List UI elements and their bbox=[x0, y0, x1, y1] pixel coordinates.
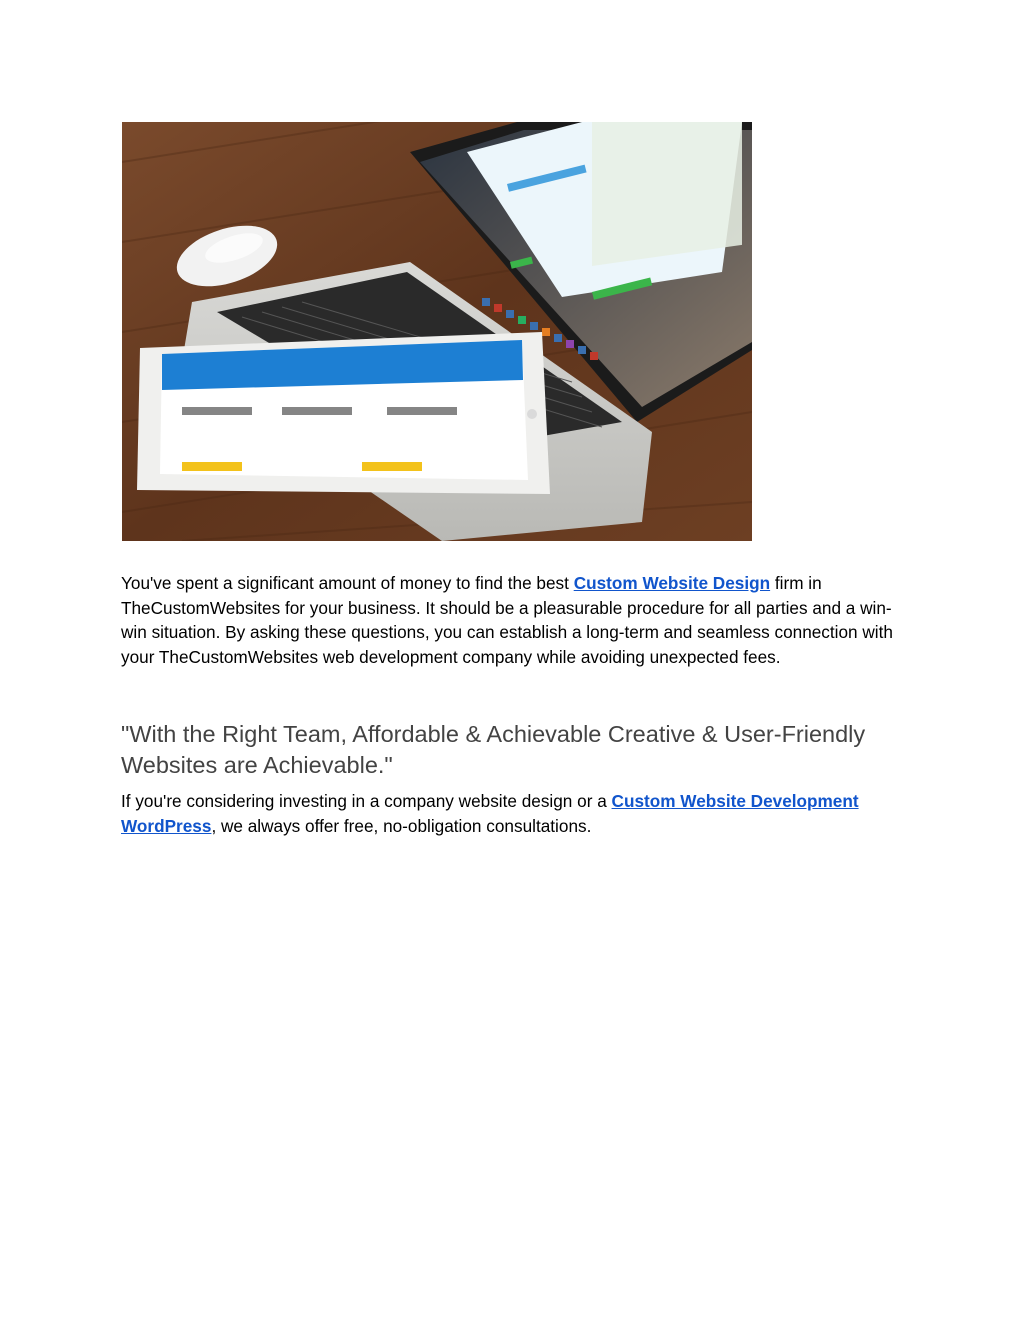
section-heading: "With the Right Team, Affordable & Achievable Creative & User-Friendly Websites are Achievable." bbox=[121, 721, 866, 778]
paragraph-text: firm in TheCustomWebsites for your business. It should be a pleasurable procedure for all parties and a win-win situation. By asking these questions, you can establish a long-term and seamless connection with your TheCustomWebsites web development company while avoiding unexpected fees. bbox=[121, 573, 893, 667]
paragraph-text: , we always offer free, no-obligation consultations. bbox=[211, 815, 592, 836]
consultation-paragraph bbox=[121, 789, 901, 838]
intro-paragraph bbox=[121, 571, 901, 669]
paragraph-text: If you're considering investing in a company website design or a bbox=[121, 791, 612, 811]
custom-website-design-link[interactable]: Custom Website Design bbox=[573, 573, 771, 593]
custom-website-development-wordpress-link[interactable]: Custom Website Development WordPress bbox=[121, 791, 859, 836]
paragraph-text: You've spent a significant amount of money to find the best bbox=[121, 573, 574, 593]
hero-photo bbox=[122, 122, 752, 541]
